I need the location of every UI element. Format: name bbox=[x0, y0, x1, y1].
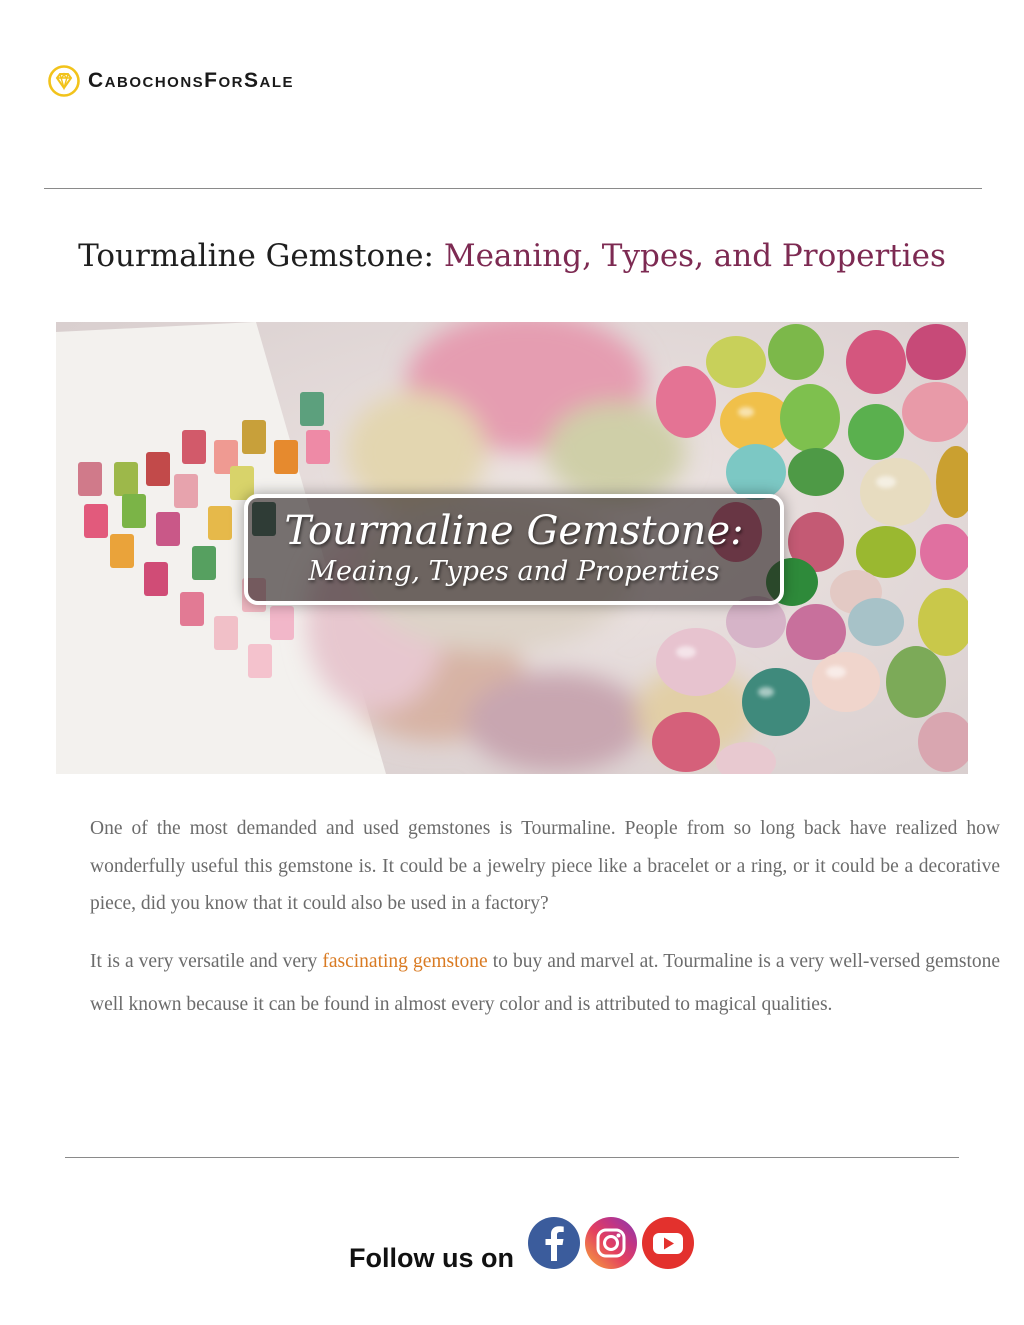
second-paragraph bbox=[90, 940, 1000, 1026]
hero-banner bbox=[244, 494, 784, 605]
instagram-icon[interactable] bbox=[585, 1217, 637, 1269]
gem-icon bbox=[48, 64, 80, 98]
paragraph2-text-before: It is a very versatile and very bbox=[90, 951, 318, 972]
youtube-icon[interactable] bbox=[642, 1217, 694, 1269]
paragraph2-text-after: to buy and marvel at. Tourmaline is a very well-versed gemstone well known because it can be found in almost every color and is attributed to magical qualities. bbox=[90, 951, 1001, 1015]
facebook-icon[interactable] bbox=[528, 1217, 580, 1269]
title-accent: Meaning, Types, and Properties bbox=[443, 238, 946, 274]
follow-us bbox=[349, 1240, 514, 1274]
page-title bbox=[0, 238, 1024, 274]
brand-logo[interactable] bbox=[48, 64, 294, 98]
hero-image bbox=[56, 322, 968, 774]
intro-paragraph: One of the most demanded and used gemstones is Tourmaline. People from so long back have realized how wonderfully useful this gemstone is. It could be a jewelry piece like a bracelet or a ring, or it could be a decorative piece, did you know that it could also be used in a factory? bbox=[90, 818, 1000, 914]
bottom-divider bbox=[65, 1157, 959, 1158]
top-divider bbox=[44, 188, 982, 189]
brand-name: CabochonsForSale bbox=[88, 69, 295, 92]
follow-label: Follow us on bbox=[349, 1243, 514, 1273]
title-plain: Tourmaline Gemstone: bbox=[78, 238, 434, 274]
hero-title: Tourmaline Gemstone: bbox=[284, 508, 744, 554]
hero-subtitle: Meaing, Types and Properties bbox=[308, 556, 720, 587]
fascinating-gemstone-link[interactable]: fascinating gemstone bbox=[322, 951, 488, 972]
